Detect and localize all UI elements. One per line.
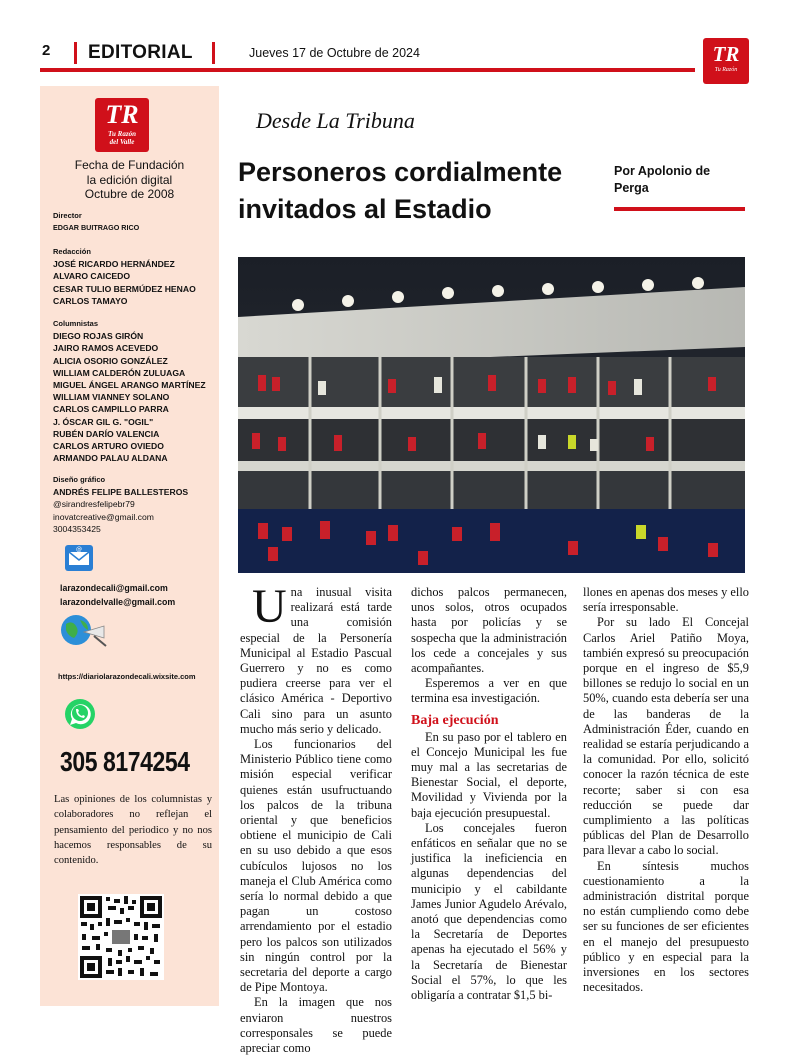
page-number: 2 xyxy=(42,42,51,59)
staff-name: CESAR TULIO BERMÚDEZ HENAO xyxy=(53,283,196,294)
byline-rule xyxy=(614,207,745,211)
issue-date: Jueves 17 de Octubre de 2024 xyxy=(249,46,420,60)
article-column-3 xyxy=(583,585,749,995)
phone-number: 305 8174254 xyxy=(60,746,190,777)
founding-line: Fecha de Fundación xyxy=(74,158,185,172)
paragraph: Por su lado El Concejal Carlos Ariel Patiño Moya, también expresó su preocupación porque en el ingreso de $5,9 billones se redujo lo social en un 50%, cuando esta debería ser una de las banderas de la Administración Éder, cuando en realidad se estaría perjudicando a la comunidad. Por ello, solicitó conocer la razón técnica de este recorte; saber si con esa reducción se puede dar cumplimiento a las políticas públicas del Plan de Desarrollo para llevar a cabo lo social. xyxy=(583,615,749,858)
article-headline: Personeros cordialmente invitados al Estadio xyxy=(238,157,563,224)
section-title: EDITORIAL xyxy=(88,42,193,63)
whatsapp-icon xyxy=(64,698,96,730)
label: Redacción xyxy=(53,247,91,256)
logo-subtitle: del Valle xyxy=(109,138,135,146)
logo-subtitle: Tu Razón xyxy=(714,67,738,73)
founding-line: Octubre de 2008 xyxy=(84,187,175,201)
column-kicker: Desde La Tribuna xyxy=(256,108,415,133)
staff-name: MIGUEL ÁNGEL ARANGO MARTÍNEZ xyxy=(53,380,206,391)
diseno-block xyxy=(53,474,188,535)
paragraph: Los concejales fueron enfáticos en señalar que no se justifica la ineficiencia en algunas dependencias del municipio y el cabildante James Junior Agudelo Arévalo, anotó que dependencias como la Secretaría de Deportes apenas ha ejecutado el 56% y la Secretaría de Bienestar Social el 57%, lo que les obligaría a contratar $1,5 bi- xyxy=(411,820,567,1003)
stadium-tribune-photo xyxy=(238,257,745,573)
masthead-sidebar xyxy=(40,86,219,1006)
staff-name: CARLOS ARTURO OVIEDO xyxy=(53,441,164,452)
paragraph: llones en apenas dos meses y ello sería irresponsable. xyxy=(583,585,749,615)
disclaimer: Las opiniones de los columnistas y colaboradores no reflejan el pensamiento del periodico y no nos hacemos responsables de su contenido. xyxy=(54,794,212,867)
designer-phone: 3004353425 xyxy=(53,523,101,534)
email-icon xyxy=(64,544,94,572)
paragraph: En síntesis muchos cuestionamiento a la administración distrital porque no están cumpliendo como debe ser su funciones de ser eficientes en el manejo del presupuesto público y en especial para la inversiones en los sectores necesitados. xyxy=(583,858,749,995)
staff-name: WILLIAM CALDERÓN ZULUAGA xyxy=(53,367,186,378)
designer-email: inovatcreative@gmail.com xyxy=(53,511,154,522)
byline: Por Apolonio de Perga xyxy=(614,164,711,195)
logo-text: TR xyxy=(105,100,139,129)
label: Columnistas xyxy=(53,319,99,328)
article-column-1 xyxy=(240,580,392,1056)
staff-name: ARMANDO PALAU ALDANA xyxy=(53,453,168,464)
staff-name: RUBÉN DARÍO VALENCIA xyxy=(53,428,160,439)
founding-info xyxy=(48,158,211,202)
staff-name: ALVARO CAICEDO xyxy=(53,271,131,282)
logo-subtitle: Tu Razón xyxy=(108,130,136,138)
subheading: Baja ejecución xyxy=(411,712,499,728)
drop-cap: U xyxy=(252,580,287,633)
header-divider xyxy=(212,42,215,64)
paragraph: En su paso por el tablero en el Concejo Municipal les fue muy mal a las secretarias de Bienestar Social, el deporte, Movilidad y Vivienda por la baja ejecución presupuestal. xyxy=(411,729,567,820)
article-column-2 xyxy=(411,585,567,1003)
paragraph: Los funcionarios del Ministerio Público tiene como misión especial verificar quienes están usufructuando los palcos de la tribuna oriental y que beneficios obtiene el municipio de Cali en su uso debido a que esos cubículos lujosos no los maneja el Club América como sería lo normal debido a que pagan un costoso arrendamiento por el estadio pero los palcos son utilizados sin ningún control por la secretaria del deporte a cargo de Pipe Montoya. xyxy=(240,737,392,995)
staff-name: EDGAR BUITRAGO RICO xyxy=(53,223,140,233)
staff-name: CARLOS CAMPILLO PARRA xyxy=(53,404,169,415)
paragraph: dichos palcos permanecen, unos solos, otros ocupados hasta por policías y se sospecha que la administración los cede a concejales y sus acompañantes. xyxy=(411,585,567,676)
staff-name: ALICIA OSORIO GONZÁLEZ xyxy=(53,355,168,366)
qr-code xyxy=(78,894,164,980)
redaccion-block xyxy=(53,246,196,307)
sidebar-logo xyxy=(95,98,149,152)
paragraph: En la imagen que nos enviaron nuestros corresponsales se puede apreciar como xyxy=(240,995,392,1056)
staff-name: ANDRÉS FELIPE BALLESTEROS xyxy=(53,487,189,498)
staff-name: CARLOS TAMAYO xyxy=(53,295,128,306)
columnistas-block xyxy=(53,318,206,464)
paragraph: na inusual visita realizará está tarde una comisión especial de la Personería Municipal al Estadio Pascual Guerrero y no es como pudiera creerse para ver el clásico América - Deportivo Cali sino para un asunto mucho más serio y delicado. xyxy=(240,585,392,736)
contact-emails xyxy=(60,581,175,609)
label: Diseño gráfico xyxy=(53,475,106,484)
director-block xyxy=(53,210,139,234)
email-link[interactable]: larazondelvalle@gmail.com xyxy=(60,597,176,607)
header-divider xyxy=(74,42,77,64)
staff-name: JOSÉ RICARDO HERNÁNDEZ xyxy=(53,259,175,270)
label: Director xyxy=(53,211,82,220)
header-logo xyxy=(703,38,749,84)
header-rule xyxy=(40,68,695,72)
email-link[interactable]: larazondecali@gmail.com xyxy=(60,583,168,593)
designer-handle: @sirandresfelipebr79 xyxy=(53,499,135,510)
paragraph: Esperemos a ver en que termina esa investigación. xyxy=(411,676,567,706)
logo-text: TR xyxy=(712,42,740,66)
website-link[interactable]: https://diariolarazondecali.wixsite.com xyxy=(58,672,196,681)
svg-text:@: @ xyxy=(76,546,82,553)
staff-name: WILLIAM VIANNEY SOLANO xyxy=(53,392,170,403)
staff-name: J. ÓSCAR GIL G. "OGIL" xyxy=(53,416,154,427)
staff-name: DIEGO ROJAS GIRÓN xyxy=(53,331,144,342)
web-globe-icon xyxy=(58,612,110,648)
staff-name: JAIRO RAMOS ACEVEDO xyxy=(53,343,159,354)
founding-line: la edición digital xyxy=(86,172,173,187)
